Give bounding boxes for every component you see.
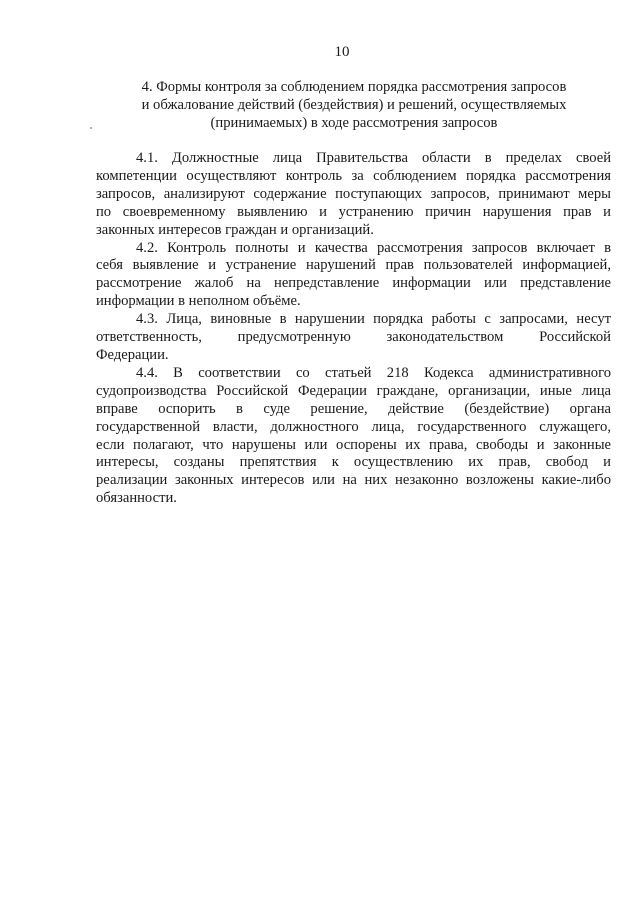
paragraph-4-2 bbox=[96, 240, 611, 312]
text-line: судопроизводства Российской Федерации граждане, организации, иные лица bbox=[96, 382, 611, 399]
text-line: по своевременному выявлению и устранению причин нарушения прав и bbox=[96, 203, 611, 220]
text-line: вправе оспорить в суде решение, действие (бездействие) органа bbox=[96, 400, 611, 417]
page-number: 10 bbox=[334, 44, 350, 60]
text-line: государственной власти, должностного лица, государственного служащего, bbox=[96, 418, 611, 435]
body-text bbox=[96, 150, 611, 508]
text-line: ответственность, предусмотренную законодательством Российской bbox=[96, 329, 611, 346]
section-heading-line: и обжалование действий (бездействия) и решений, осуществляемых bbox=[141, 97, 567, 114]
text-line: интересы, созданы препятствия к осуществлению их прав, свобод и bbox=[96, 454, 611, 471]
text-line: законных интересов граждан и организаций. bbox=[96, 221, 374, 238]
text-line: если полагают, что нарушены или оспорены их права, свободы и законные bbox=[96, 436, 611, 453]
paragraph-4-4 bbox=[96, 365, 611, 508]
paragraph-4-1 bbox=[96, 150, 611, 240]
text-line: обязанности. bbox=[96, 490, 177, 507]
scan-speck bbox=[90, 127, 92, 129]
text-line: рассмотрение жалоб на непредставление информации или представление bbox=[96, 275, 611, 292]
text-line: 4.1. Должностные лица Правительства области в пределах своей bbox=[136, 150, 611, 166]
text-line: себя выявление и устранение нарушений прав пользователей информацией, bbox=[96, 257, 611, 274]
text-line: 4.2. Контроль полноты и качества рассмотрения запросов включает в bbox=[136, 239, 611, 256]
section-heading-line: (принимаемых) в ходе рассмотрения запросов bbox=[210, 115, 498, 132]
text-line: запросов, анализируют содержание поступающих запросов, принимают меры bbox=[96, 185, 611, 202]
text-line: реализации законных интересов или на них незаконно возложены какие-либо bbox=[96, 472, 611, 489]
text-line: компетенции осуществляют контроль за соблюдением порядка рассмотрения bbox=[96, 167, 611, 184]
text-line: информации в неполном объёме. bbox=[96, 293, 301, 310]
text-line: 4.3. Лица, виновные в нарушении порядка работы с запросами, несут bbox=[136, 311, 611, 328]
text-line: 4.4. В соответствии со статьей 218 Кодекса административного bbox=[136, 364, 611, 381]
section-heading-line: 4. Формы контроля за соблюдением порядка рассмотрения запросов bbox=[141, 79, 567, 95]
text-line: Федерации. bbox=[96, 346, 169, 363]
paragraph-4-3 bbox=[96, 311, 611, 365]
section-heading bbox=[96, 78, 612, 133]
